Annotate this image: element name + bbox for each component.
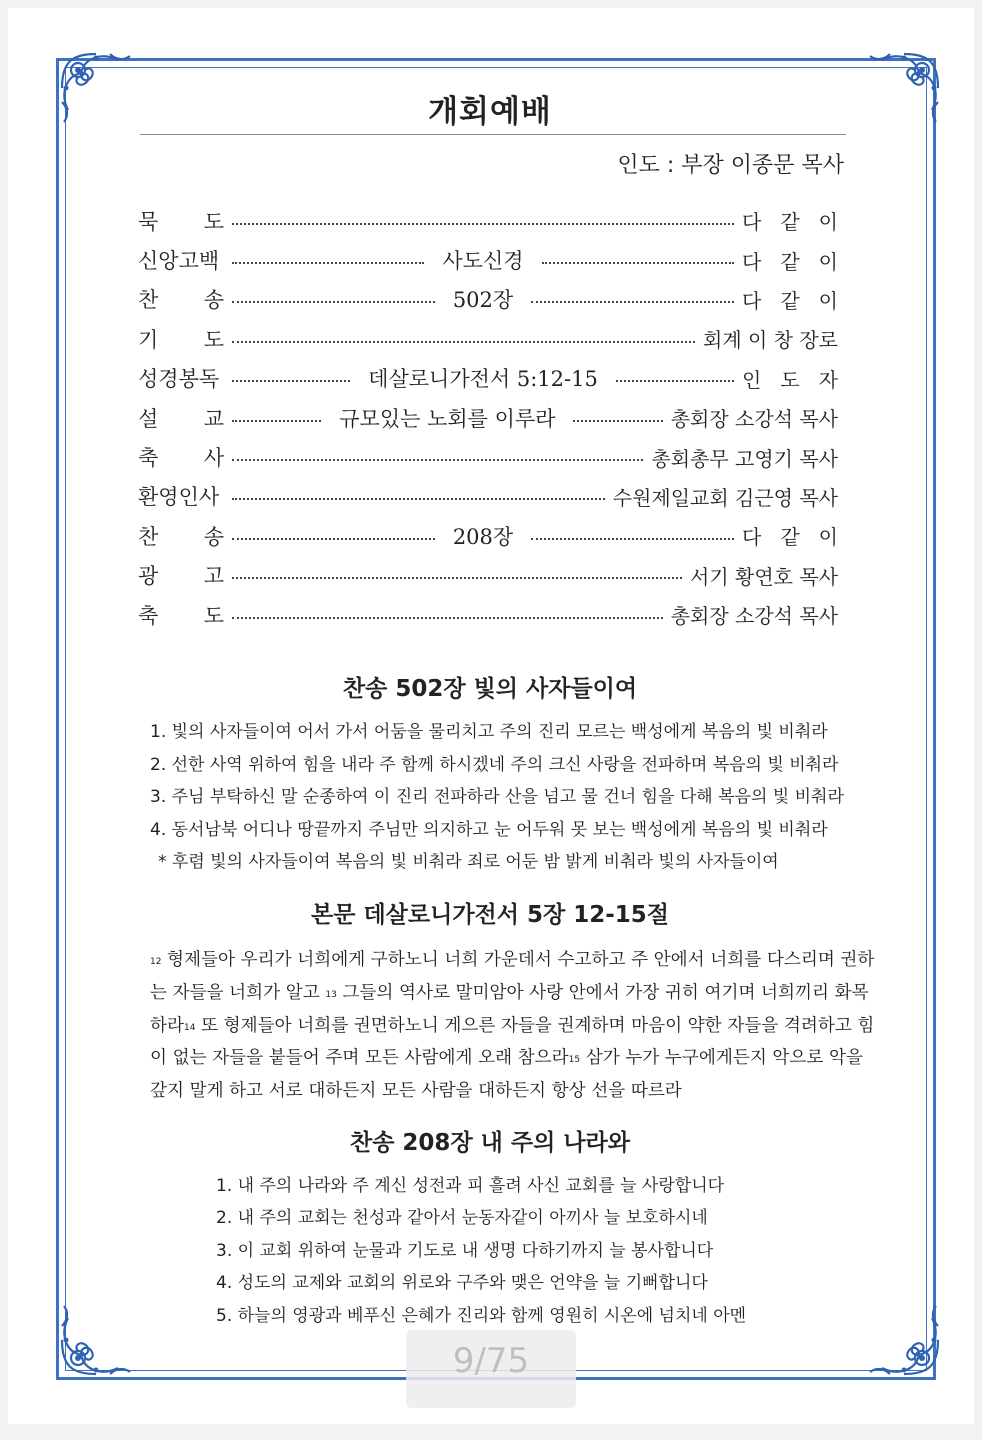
lyric-line: 2. 선한 사역 위하여 힘을 내라 주 함께 하시겠네 주의 크신 사랑을 전파하며 복음의 빛 비춰라 — [150, 754, 839, 775]
scripture-title: 본문 데살로니가전서 5장 12-15절 — [311, 902, 669, 928]
verse-number: 14 — [184, 1022, 196, 1033]
lyric-line: 5. 하늘의 영광과 베푸신 은혜가 진리와 함께 영원히 시온에 넘치네 아멘 — [216, 1305, 747, 1326]
verse-line: 하라$^{14}$ 또 형제들아 너희를 권면하노니 게으른 자들을 권계하며 마음이 약한 자들을 격려하고 힘 — [150, 1015, 875, 1036]
order-item-label: 설 교 — [138, 406, 224, 431]
order-row — [138, 516, 838, 555]
order-item-person: 다 같 이 — [742, 288, 838, 313]
order-item-person: 총회장 소강석 목사 — [670, 604, 838, 629]
lyric-line: 1. 내 주의 나라와 주 계신 성전과 피 흘려 사신 교회를 늘 사랑합니다 — [216, 1176, 725, 1196]
service-leader: 인도 : 부장 이종문 목사 — [617, 153, 844, 178]
order-item-label: 축 사 — [138, 446, 224, 471]
order-row — [138, 556, 838, 595]
dot-leader — [232, 380, 350, 382]
dot-leader — [232, 262, 424, 264]
order-item-detail: 208장 — [452, 524, 514, 549]
dot-leader — [542, 262, 734, 264]
order-row — [138, 240, 838, 279]
dot-leader — [232, 538, 435, 540]
dot-leader — [232, 617, 663, 619]
order-item-label: 찬 송 — [138, 524, 224, 549]
order-item-person: 다 같 이 — [742, 210, 838, 235]
lyric-line: 4. 동서남북 어디나 땅끝까지 주님만 의지하고 눈 어두워 못 보는 백성에게 복음의 빛 비춰라 — [150, 819, 828, 840]
dot-leader — [232, 459, 643, 461]
order-row — [138, 319, 838, 358]
title-divider — [140, 134, 846, 135]
dot-leader — [232, 498, 605, 500]
corner-ornament-icon — [862, 1298, 944, 1380]
order-item-person: 수원제일교회 김근영 목사 — [612, 485, 838, 510]
order-item-label: 찬 송 — [138, 288, 224, 313]
verse-number: 13 — [325, 989, 337, 1000]
dot-leader — [531, 538, 734, 540]
order-row — [138, 595, 838, 634]
order-item-person: 다 같 이 — [742, 525, 838, 550]
lyric-line: * 후렴 빛의 사자들이여 복음의 빛 비춰라 죄로 어둔 밤 밝게 비춰라 빛의 사자들이여 — [158, 852, 779, 873]
hymn1-lyrics — [150, 716, 844, 879]
hymn2-lyrics — [216, 1170, 746, 1332]
order-item-person: 회계 이 창 장로 — [703, 328, 838, 353]
dot-leader — [616, 380, 734, 382]
order-item-label: 축 도 — [138, 603, 224, 628]
dot-leader — [232, 341, 695, 343]
order-item-label: 환영인사 — [138, 485, 220, 510]
verse-line: $^{12}$ 형제들아 우리가 너희에게 구하노니 너희 가운데서 수고하고 주 안에서 너희를 다스리며 권하 — [150, 950, 875, 970]
lyric-line: 1. 빛의 사자들이여 어서 가서 어둠을 물리치고 주의 진리 모르는 백성에게 복음의 빛 비춰라 — [150, 722, 828, 742]
order-item-person: 인 도 자 — [742, 367, 838, 392]
lyric-line: 4. 성도의 교제와 교회의 위로와 구주와 맺은 언약을 늘 기뻐합니다 — [216, 1273, 708, 1294]
order-row — [138, 359, 838, 398]
page-title: 개회예배 — [428, 94, 552, 130]
page-indicator[interactable]: 9/75 — [406, 1330, 576, 1408]
order-item-person: 총회장 소강석 목사 — [670, 407, 838, 432]
order-row — [138, 280, 838, 319]
order-item-detail: 사도신경 — [442, 249, 524, 274]
order-of-service — [138, 201, 838, 634]
dot-leader — [573, 420, 662, 422]
dot-leader — [232, 577, 682, 579]
order-item-person: 총회총무 고영기 목사 — [651, 446, 838, 471]
order-item-label: 묵 도 — [138, 209, 224, 234]
order-row — [138, 437, 838, 476]
hymn1-title: 찬송 502장 빛의 사자들이여 — [342, 676, 638, 702]
verse-number: 15 — [568, 1055, 581, 1066]
order-item-label: 기 도 — [138, 327, 224, 352]
order-row — [138, 201, 838, 240]
dot-leader — [232, 223, 734, 225]
scripture-text — [150, 944, 875, 1108]
order-row — [138, 477, 838, 516]
lyric-line: 3. 주님 부탁하신 말 순종하여 이 진리 전파하라 산을 넘고 물 건너 힘을 다해 복음의 빛 비춰라 — [150, 787, 844, 808]
lyric-line: 3. 이 교회 위하여 눈물과 기도로 내 생명 다하기까지 늘 봉사합니다 — [216, 1240, 714, 1261]
corner-ornament-icon — [56, 1298, 138, 1380]
order-row — [138, 398, 838, 437]
corner-ornament-icon — [56, 48, 138, 130]
order-item-person: 서기 황연호 목사 — [690, 564, 838, 589]
order-item-label: 신앙고백 — [138, 249, 220, 274]
verse-line: 갚지 말게 하고 서로 대하든지 모든 사람을 대하든지 항상 선을 따르라 — [150, 1081, 682, 1102]
order-item-detail: 502장 — [452, 288, 514, 313]
order-item-label: 성경봉독 — [138, 367, 220, 392]
order-item-detail: 데살로니가전서 5:12-15 — [368, 367, 598, 392]
verse-line: 는 자들을 너희가 알고 $^{13}$ 그들의 역사로 말미암아 사랑 안에서 가장 귀히 여기며 너희끼리 화목 — [150, 982, 869, 1003]
order-item-label: 광 고 — [138, 564, 224, 589]
dot-leader — [232, 301, 435, 303]
lyric-line: 2. 내 주의 교회는 천성과 같아서 눈동자같이 아끼사 늘 보호하시네 — [216, 1208, 708, 1229]
hymn2-title: 찬송 208장 내 주의 나라와 — [349, 1130, 630, 1156]
verse-line: 이 없는 자들을 붙들어 주며 모든 사람에게 오래 참으라$^{15}$ 삼가 누가 누구에게든지 악으로 악을 — [150, 1048, 864, 1069]
order-item-person: 다 같 이 — [742, 249, 838, 274]
dot-leader — [531, 301, 734, 303]
dot-leader — [232, 420, 321, 422]
order-item-detail: 규모있는 노회를 이루라 — [339, 406, 556, 431]
verse-number: 12 — [150, 957, 162, 967]
corner-ornament-icon — [862, 48, 944, 130]
